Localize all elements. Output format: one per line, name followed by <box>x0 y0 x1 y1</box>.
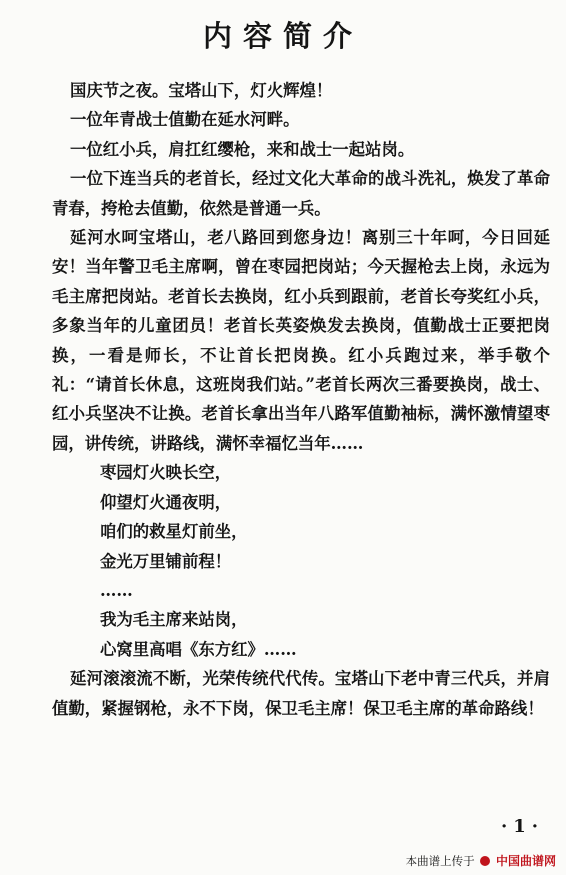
footer-brand: 中国曲谱网 <box>495 854 556 868</box>
paragraph: 延河水呵宝塔山，老八路回到您身边！离别三十年呵，今日回延安！当年警卫毛主席啊，曾在枣园把岗站；今天握枪去上岗，永远为毛主席把岗站。老首长去换岗，红小兵到跟前，老首长夸奖红小兵，多象当年的儿童团员！老首长英姿焕发去换岗，值勤战士正要把岗换，一看是师长，不让首长把岗换。红小兵跑过来，举手敬个礼：“请首长休息，这班岗我们站。”老首长两次三番要换岗，战士、红小兵坚决不让换。老首长拿出当年八路军值勤袖标，满怀激情望枣园，讲传统，讲路线，满怀幸福忆当年…… <box>52 228 550 453</box>
watermark-footer <box>406 852 556 869</box>
footer-text: 本曲谱上传于 <box>405 854 475 868</box>
site-logo-icon <box>480 856 490 866</box>
verse-line: 心窝里高唱《东方红》…… <box>100 639 297 659</box>
body-text <box>52 76 550 723</box>
paragraph: 一位下连当兵的老首长，经过文化大革命的战斗洗礼，焕发了革命青春，挎枪去值勤，依然是普通一兵。 <box>52 169 550 218</box>
page-title: 内容简介 <box>202 19 363 53</box>
paragraph: 一位红小兵，肩扛红缨枪，来和战士一起站岗。 <box>70 139 415 159</box>
paragraph: 国庆节之夜。宝塔山下，灯火辉煌！ <box>70 81 333 100</box>
page-number: ·1· <box>500 816 544 837</box>
verse-line: 咱们的救星灯前坐， <box>100 522 248 542</box>
verse-line: 金光万里铺前程！ <box>100 551 232 571</box>
verse-line: 我为毛主席来站岗， <box>100 610 248 630</box>
verse-ellipsis: …… <box>100 580 133 600</box>
verse-line: 枣园灯火映长空， <box>100 463 232 483</box>
closing-paragraph: 延河滚滚流不断，光荣传统代代传。宝塔山下老中青三代兵，并肩值勤，紧握钢枪，永不下岗，保卫毛主席！保卫毛主席的革命路线！ <box>52 669 550 718</box>
verse-line: 仰望灯火通夜明， <box>100 492 232 512</box>
paragraph: 一位年青战士值勤在延水河畔。 <box>70 110 300 130</box>
